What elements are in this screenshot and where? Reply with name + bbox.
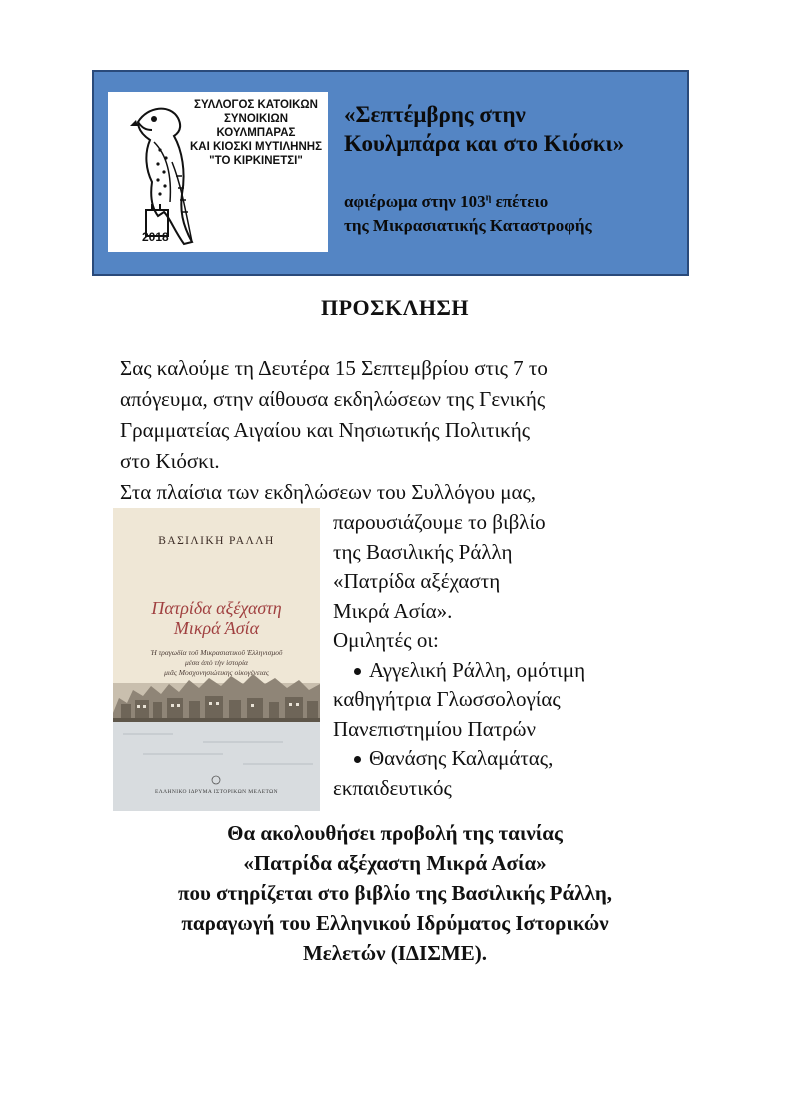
page-title: ΠΡΟΣΚΛΗΣΗ <box>320 295 470 320</box>
header-banner <box>92 70 689 276</box>
book-description: Ἡ τραγωδία τοῦ Μικρασιατικοῦ Ἑλληνισμοῦ μέσα ἀπὸ τὴν ἱστορία μιᾶς Μοσχονησιώτικης οἰκογένειας <box>150 648 283 677</box>
event-details: παρουσιάζουμε το βιβλίο της Βασιλικής Ράλλη «Πατρίδα αξέχαστη Μικρά Ασία». Ομιλητές οι: Αγγελική Ράλλη, ομότιμη καθηγήτρια Γλωσσολογίας Πανεπιστημίου Πατρών Θανάσης Καλαμάτας, εκπαιδευτικός <box>333 508 713 803</box>
book-publisher: ΕΛΛΗΝΙΚΟ ΙΔΡΥΜΑ ΙΣΤΟΡΙΚΩΝ ΜΕΛΕΤΩΝ <box>154 789 279 795</box>
book-title: Πατρίδα αξέχαστη Μικρά Άσία <box>151 598 282 638</box>
book-author: ΒΑΣΙΛΙΚΗ ΡΑΛΛΗ <box>158 535 275 547</box>
association-logo <box>108 92 328 252</box>
event-title: «Σεπτέμβρης στην Κουλμπάρα και στο Κιόσκι» <box>344 102 625 156</box>
speaker-item: Αγγελική Ράλλη, ομότιμη καθηγήτρια Γλωσσολογίας Πανεπιστημίου Πατρών <box>333 656 713 745</box>
invitation-intro: Σας καλούμε τη Δευτέρα 15 Σεπτεμβρίου στις 7 το απόγευμα, στην αίθουσα εκδηλώσεων της Γενικής Γραμματείας Αιγαίου και Νησιωτικής Πολιτικής στο Κιόσκι. Στα πλαίσια των εκδηλώσεων του Συλλόγου μας, <box>120 356 548 504</box>
speakers-list <box>333 656 713 804</box>
screening-announcement: Θα ακολουθήσει προβολή της ταινίας «Πατρίδα αξέχαστη Μικρά Ασία» που στηρίζεται στο βιβλίο της Βασιλικής Ράλλη, παραγωγή του Ελληνικού Ιδρύματος Ιστορικών Μελετών (ΙΔΙΣΜΕ). <box>177 821 613 965</box>
book-cover-image <box>113 508 320 811</box>
speaker-item: Θανάσης Καλαμάτας, εκπαιδευτικός <box>333 744 713 803</box>
logo-year: 2018 <box>142 230 169 244</box>
association-name: ΣΥΛΛΟΓΟΣ ΚΑΤΟΙΚΩΝ ΣΥΝΟΙΚΙΩΝ ΚΟΥΛΜΠΑΡΑΣ ΚΑΙ ΚΙΟΣΚΙ ΜΥΤΙΛΗΝΗΣ "ΤΟ ΚΙΡΚΙΝΕΤΣΙ" <box>190 99 322 167</box>
event-subtitle: αφιέρωμα στην $103^\eta$ επέτειο της Μικρασιατικής Καταστροφής <box>344 192 592 235</box>
